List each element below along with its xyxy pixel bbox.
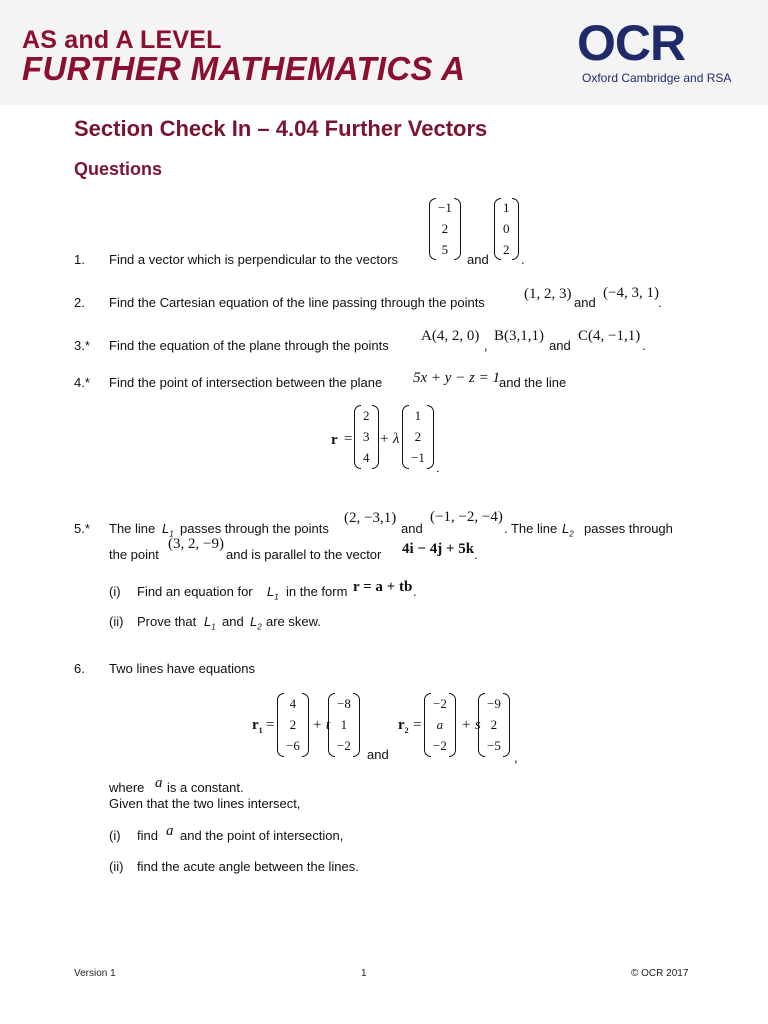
header-banner [0, 0, 768, 105]
q4-number: 4.* [74, 375, 90, 390]
q2-point-2: (−4, 3, 1) [603, 285, 659, 301]
q6-line2-position: −2 a −2 [424, 693, 456, 757]
footer-version: Version 1 [74, 968, 116, 979]
page-title: Section Check In – 4.04 Further Vectors [74, 116, 488, 141]
qualification-label: AS and A LEVEL [22, 26, 222, 54]
q5-number: 5.* [74, 521, 90, 536]
q6-given: Given that the two lines intersect, [109, 796, 301, 811]
q3-point-b: B(3,1,1) [494, 328, 544, 344]
q2-text: Find the Cartesian equation of the line passing through the points [109, 295, 485, 310]
q3-text: Find the equation of the plane through the points [109, 338, 389, 353]
ocr-logo: OCR Oxford Cambridge and RSA [577, 15, 732, 85]
q1-vector-2: 1 0 2 [494, 198, 519, 260]
q1-and: and [467, 252, 489, 267]
q6-line1-position: 4 2 −6 [277, 693, 309, 757]
q5-point-1: (2, −3,1) [344, 510, 397, 526]
q4-plane-equation: 5x + y − z = 1 [413, 370, 501, 386]
q6-line2-direction: −9 2 −5 [478, 693, 510, 757]
q3-point-a: A(4, 2, 0) [421, 328, 480, 344]
q1-vector-1: −1 2 5 [429, 198, 461, 260]
q3-number: 3.* [74, 338, 90, 353]
q3-point-c: C(4, −1,1) [578, 328, 641, 344]
q4-position-vector: 2 3 4 [354, 405, 379, 469]
footer-copyright: © OCR 2017 [631, 968, 689, 979]
q2-point-1: (1, 2, 3) [524, 286, 572, 302]
q5-point-2: (−1, −2, −4) [430, 509, 503, 525]
q5-direction-vector: 4i − 4j + 5k [402, 541, 475, 557]
q4-text: Find the point of intersection between the plane [109, 375, 383, 390]
q4-direction-vector: 1 2 −1 [402, 405, 434, 469]
questions-heading: Questions [74, 159, 163, 179]
q1-text: Find a vector which is perpendicular to the vectors [109, 252, 399, 267]
q6-line1-direction: −8 1 −2 [328, 693, 360, 757]
q5-point-3: (3, 2, −9) [168, 536, 224, 552]
footer-page-number: 1 [361, 968, 367, 979]
subject-title: FURTHER MATHEMATICS A [22, 50, 466, 87]
q2-number: 2. [74, 295, 85, 310]
q6-text: Two lines have equations [109, 661, 255, 676]
q1-number: 1. [74, 252, 85, 267]
q6-number: 6. [74, 661, 85, 676]
